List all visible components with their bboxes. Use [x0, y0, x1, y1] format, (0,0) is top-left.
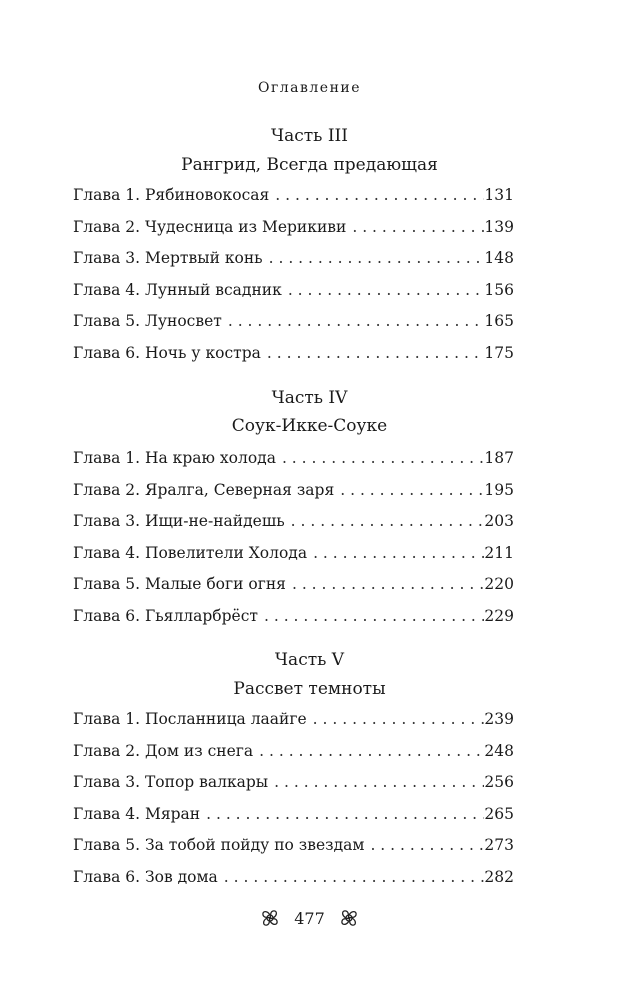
toc-entry[interactable] — [73, 575, 514, 607]
toc-entry[interactable] — [73, 544, 514, 576]
chapter-title: Глава 6. Гьялларбрёст — [73, 606, 258, 625]
dot-leader — [291, 512, 485, 530]
chapter-title: Глава 2. Чудесница из Мерикиви — [73, 217, 347, 236]
page-number: 256 — [484, 773, 514, 791]
toc-entry[interactable] — [73, 836, 514, 868]
dot-leader — [352, 218, 484, 236]
dot-leader — [228, 312, 485, 330]
chapter-title: Глава 1. Посланница лаайге — [73, 710, 307, 728]
dot-leader — [282, 449, 484, 467]
chapter-title: Глава 2. Яралга, Северная заря — [73, 480, 335, 499]
chapter-title: Глава 1. На краю холода — [73, 449, 276, 467]
part-title: Рассвет темноты — [233, 679, 386, 699]
chapter-title: Глава 5. Малые боги огня — [73, 575, 286, 593]
page-number: 239 — [484, 710, 514, 728]
dot-leader — [269, 249, 485, 267]
dot-leader — [264, 607, 484, 625]
page-number: 195 — [484, 480, 514, 499]
toc-entry[interactable] — [73, 186, 514, 218]
toc-entry[interactable] — [73, 805, 514, 837]
dot-leader — [206, 805, 484, 823]
toc-entry[interactable] — [73, 249, 514, 281]
toc-list — [73, 710, 514, 899]
toc-entry[interactable] — [73, 281, 514, 313]
dot-leader — [224, 868, 485, 886]
page-number: 265 — [484, 804, 514, 823]
toc-entry[interactable] — [73, 312, 514, 344]
dot-leader — [259, 742, 484, 760]
page-number: 187 — [484, 449, 514, 467]
dot-leader — [288, 281, 485, 299]
page-number: 220 — [484, 575, 514, 593]
chapter-title: Глава 3. Ищи-не-найдешь — [73, 512, 285, 530]
page-number: 156 — [484, 280, 514, 299]
page-number: 282 — [484, 867, 514, 886]
page-number: 203 — [484, 512, 514, 530]
dot-leader — [267, 344, 484, 362]
chapter-title: Глава 6. Ночь у костра — [73, 343, 261, 362]
chapter-title: Глава 3. Топор валкары — [73, 773, 269, 791]
page-number: 139 — [484, 217, 514, 236]
toc-list — [73, 449, 514, 638]
toc-entry[interactable] — [73, 710, 514, 742]
chapter-title: Глава 5. За тобой пойду по звездам — [73, 836, 365, 854]
page-number: 165 — [484, 312, 514, 330]
dot-leader — [292, 575, 484, 593]
chapter-title: Глава 6. Зов дома — [73, 867, 218, 886]
dot-leader — [313, 710, 485, 728]
dot-leader — [370, 836, 484, 854]
chapter-title: Глава 4. Лунный всадник — [73, 280, 282, 299]
chapter-title: Глава 4. Мяран — [73, 804, 201, 823]
toc-entry[interactable] — [73, 742, 514, 774]
part-title: Соук-Икке-Соуке — [231, 416, 388, 436]
part-number: Часть V — [274, 650, 345, 670]
toc-entry[interactable] — [73, 481, 514, 513]
page-number: 273 — [484, 836, 514, 854]
toc-entry[interactable] — [73, 344, 514, 376]
part-title: Рангрид, Всегда предающая — [181, 155, 438, 175]
dot-leader — [313, 544, 484, 562]
chapter-title: Глава 5. Луносвет — [73, 312, 222, 330]
page-number: 248 — [484, 741, 514, 760]
floral-ornament-icon — [337, 906, 361, 930]
toc-entry[interactable] — [73, 218, 514, 250]
toc-entry[interactable] — [73, 868, 514, 900]
part-number: Часть III — [270, 126, 348, 146]
page-footer — [0, 906, 619, 930]
toc-entry[interactable] — [73, 773, 514, 805]
toc-list — [73, 186, 514, 375]
toc-entry[interactable] — [73, 607, 514, 639]
chapter-title: Глава 2. Дом из снега — [73, 741, 254, 760]
folio-page-number: 477 — [294, 908, 325, 928]
chapter-title: Глава 1. Рябиновокосая — [73, 186, 270, 204]
dot-leader — [274, 773, 484, 791]
chapter-title: Глава 4. Повелители Холода — [73, 543, 308, 562]
page-number: 175 — [484, 343, 514, 362]
toc-entry[interactable] — [73, 512, 514, 544]
page-number: 211 — [484, 543, 514, 562]
page-number: 229 — [484, 606, 514, 625]
chapter-title: Глава 3. Мертвый конь — [73, 249, 263, 267]
page-number: 131 — [484, 186, 514, 204]
toc-entry[interactable] — [73, 449, 514, 481]
dot-leader — [340, 481, 484, 499]
page-number: 148 — [484, 249, 514, 267]
dot-leader — [275, 186, 484, 204]
part-number: Часть IV — [271, 388, 348, 408]
floral-ornament-icon — [258, 906, 282, 930]
page-title: Оглавление — [257, 80, 362, 96]
